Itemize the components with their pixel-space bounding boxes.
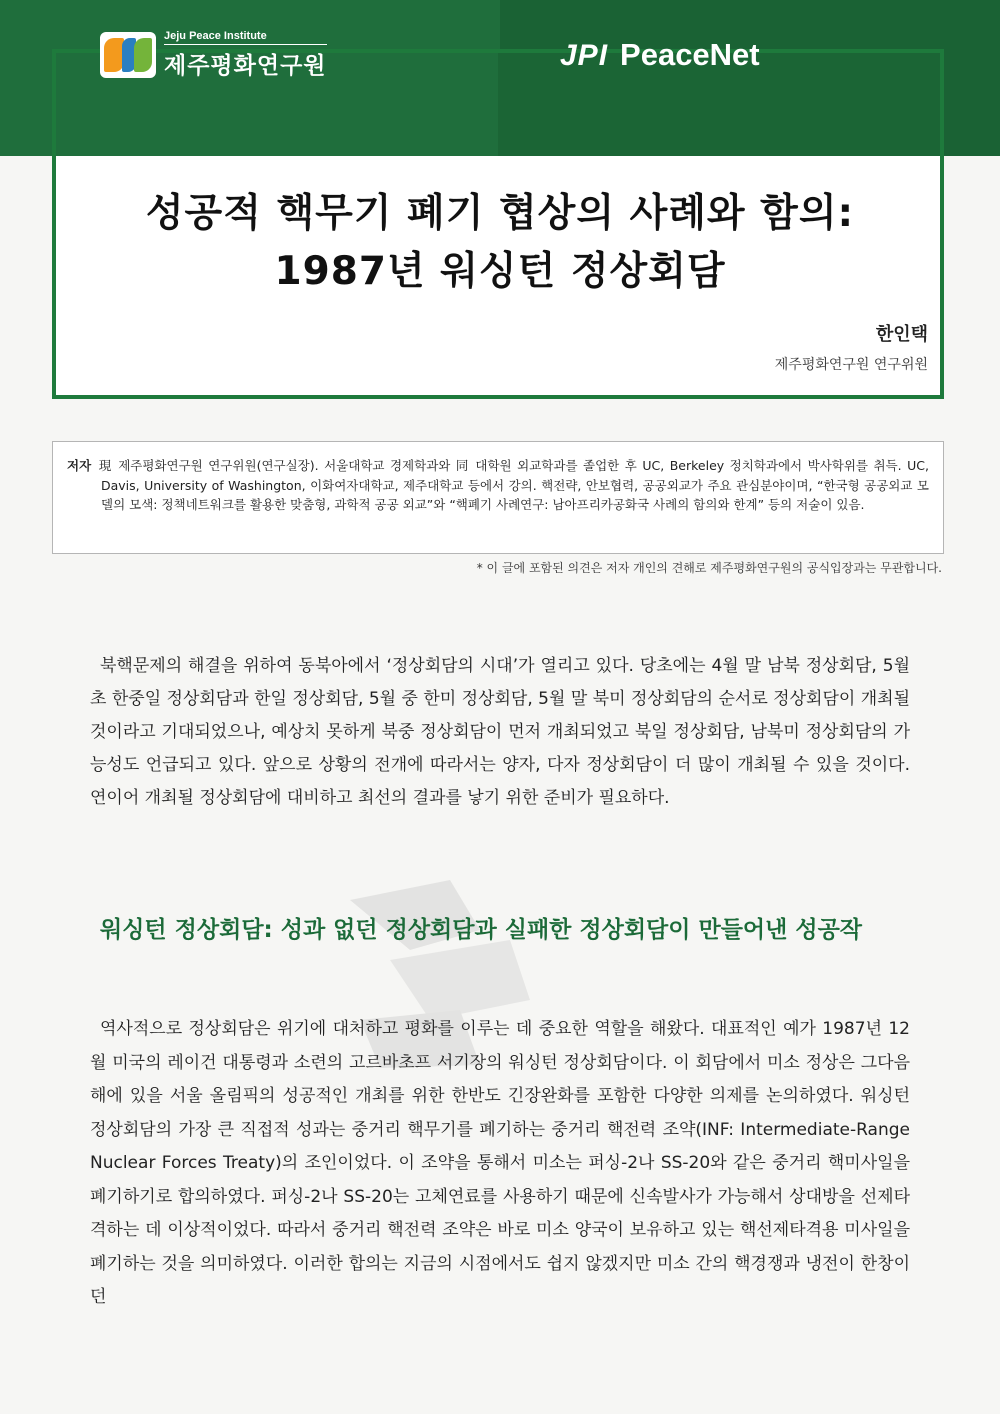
peacenet-wordmark: PeaceNet: [620, 37, 760, 72]
title-line-2: 1987년 워싱턴 정상회담: [274, 249, 726, 294]
document-title: [60, 185, 940, 301]
jpi-wordmark: JPI: [560, 39, 609, 72]
author-name: 한인택: [875, 324, 928, 345]
peacenet-logo: [560, 37, 760, 73]
title-line-1: 성공적 핵무기 폐기 협상의 사례와 함의:: [145, 191, 855, 236]
section-heading: 워싱턴 정상회담: 성과 없던 정상회담과 실패한 정상회담이 만들어낸 성공작: [100, 917, 863, 943]
institute-emblem-icon: [100, 32, 156, 78]
jeju-peace-institute-logo: [100, 30, 327, 80]
body-paragraph-1: 북핵문제의 해결을 위하여 동북아에서 ‘정상회담의 시대’가 열리고 있다. 당초에는 4월 말 남북 정상회담, 5월 초 한중일 정상회담과 한일 정상회담, 5월 중 한미 정상회담, 5월 말 북미 정상회담의 순서로 정상회담이 개최될 것이라고 기대되었으나, 예상치 못하게 북중 정상회담이 먼저 개최되었고 북일 정상회담, 남북미 정상회담의 가능성도 언급되고 있다. 앞으로 상황의 전개에 따라서는 양자, 다자 정상회담이 더 많이 개최될 수 있을 것이다. 연이어 개최될 정상회담에 대비하고 최선의 결과를 낳기 위한 준비가 필요하다.: [90, 656, 910, 808]
body-paragraph-2: 역사적으로 정상회담은 위기에 대처하고 평화를 이루는 데 중요한 역할을 해왔다. 대표적인 예가 1987년 12월 미국의 레이건 대통령과 소련의 고르바초프 서기장의 워싱턴 정상회담이다. 이 회담에서 미소 정상은 그다음 해에 있을 서울 올림픽의 성공적인 개최를 위한 한반도 긴장완화를 포함한 다양한 의제를 논의하였다. 워싱턴 정상회담의 가장 큰 직접적 성과는 중거리 핵무기를 폐기하는 중거리 핵전력 조약(INF: Intermediate-Range Nuclear Forces Treaty)의 조인이었다. 이 조약을 통해서 미소는 퍼싱-2나 SS-20와 같은 중거리 핵미사일을 폐기하기로 합의하였다. 퍼싱-2나 SS-20는 고체연료를 사용하기 때문에 신속발사가 가능해서 상대방을 선제타격하는 데 이상적이었다. 따라서 중거리 핵전력 조약은 바로 미소 양국이 보유하고 있는 핵선제타격용 미사일을 폐기하는 것을 의미하였다. 이러한 합의는 지금의 시점에서도 쉽지 않겠지만 미소 간의 핵경쟁과 냉전이 한창이던: [90, 1019, 910, 1307]
institute-name-kr: 제주평화연구원: [164, 53, 327, 79]
institute-name-en: Jeju Peace Institute: [164, 30, 327, 45]
bio-text: 現 제주평화연구원 연구위원(연구실장). 서울대학교 경제학과와 同 대학원 외교학과를 졸업한 후 UC, Berkeley 정치학과에서 박사학위를 취득. UC, Davis, University of Washington, 이화여자대학교, 제주대학교 등에서 강의. 핵전략, 안보협력, 공공외교가 주요 관심분야이며, “한국형 공공외교 모델의 모색: 정책네트워크를 활용한 맞춤형, 과학적 공공 외교”와 “핵폐기 사례연구: 남아프리카공화국 사례의 함의와 한계” 등의 저술이 있음.: [97, 458, 929, 512]
author-affiliation: 제주평화연구원 연구위원: [774, 357, 928, 373]
disclaimer: * 이 글에 포함된 의견은 저자 개인의 견해로 제주평화연구원의 공식입장과는 무관합니다.: [476, 561, 942, 575]
bio-label: 저자: [67, 458, 92, 473]
author-bio: [67, 456, 929, 515]
author-bio-box: [52, 441, 944, 554]
